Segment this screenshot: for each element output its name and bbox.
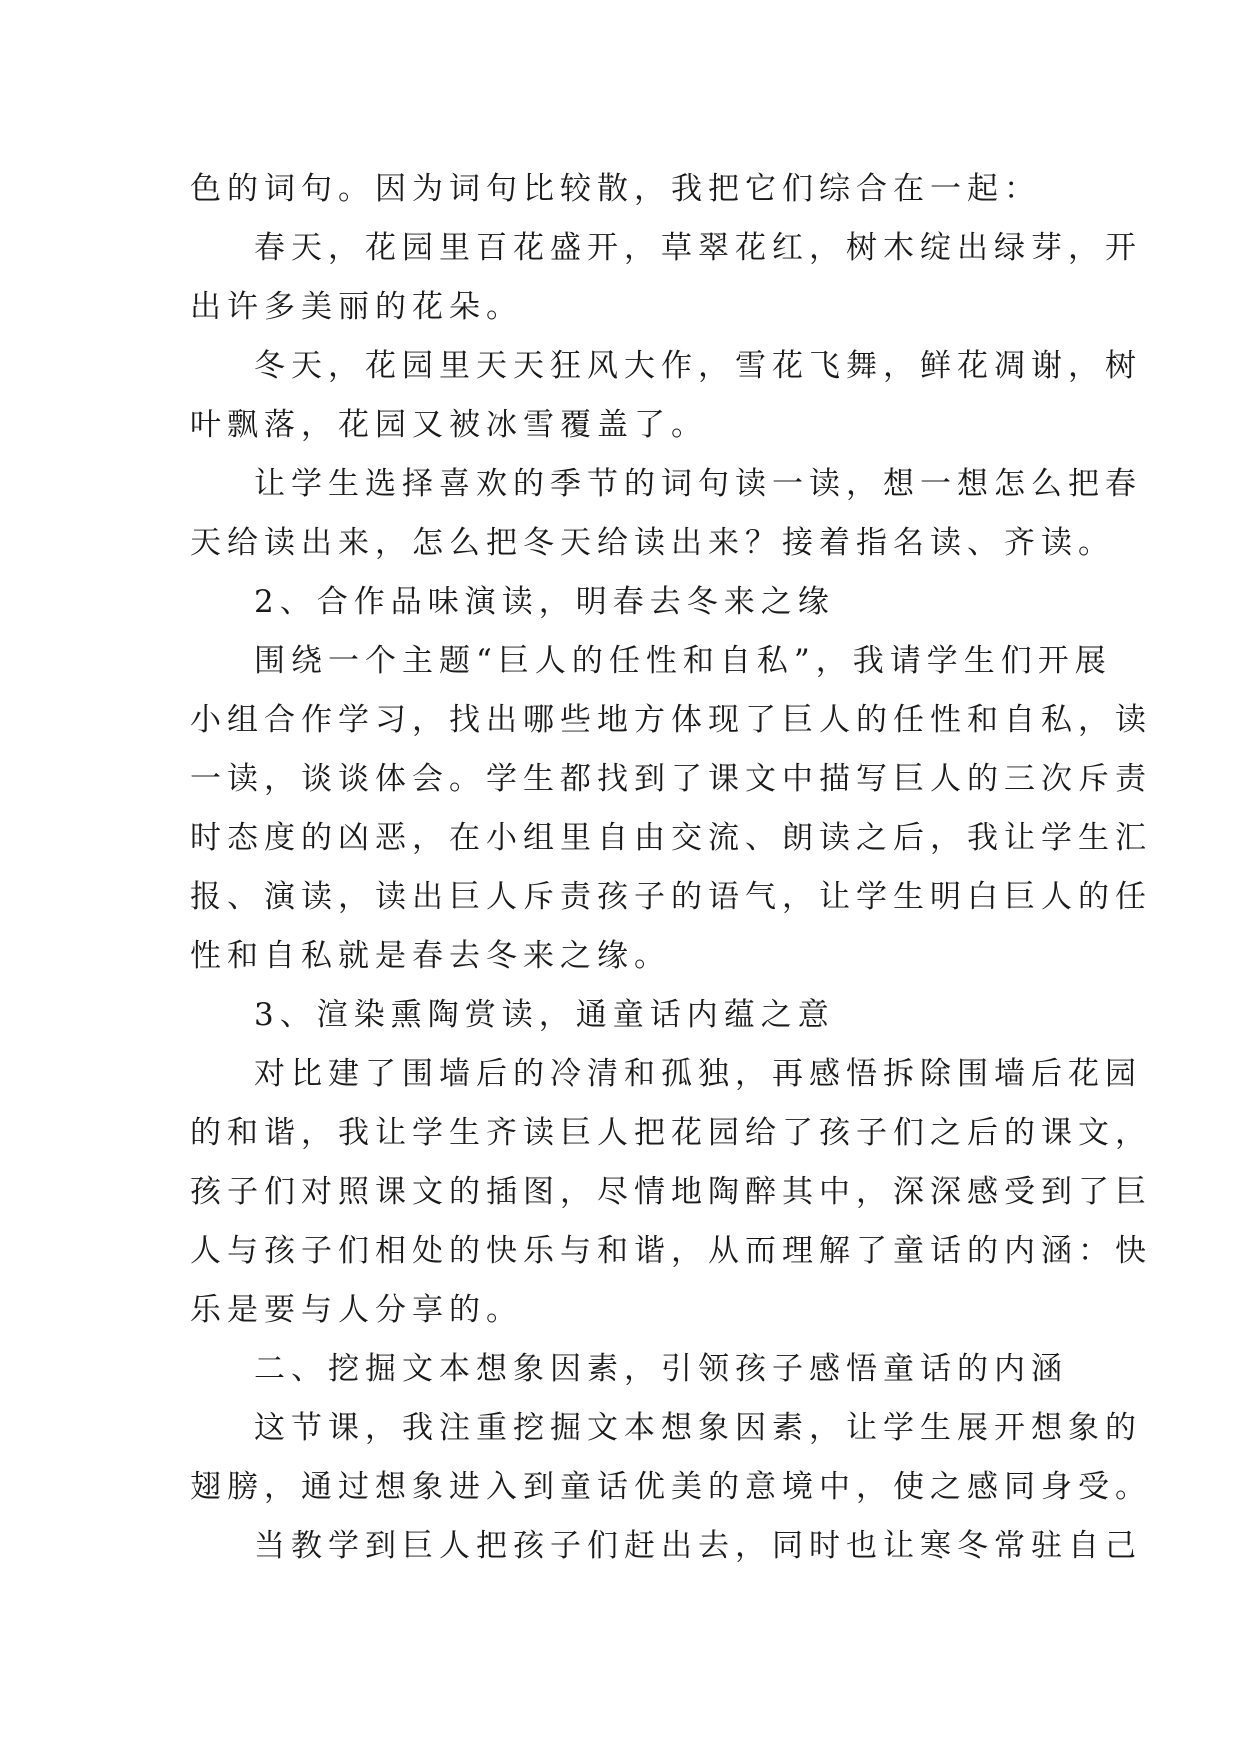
text-line: 冬天，花园里天天狂风大作，雪花飞舞，鲜花凋谢，树 — [254, 348, 1142, 384]
text-line: 报、演读，读出巨人斥责孩子的语气，让学生明白巨人的任 — [190, 879, 1152, 915]
text-line: 围绕一个主题“巨人的任性和自私”，我请学生们开展 — [254, 643, 1112, 679]
text-line: 出许多美丽的花朵。 — [190, 289, 523, 325]
text-line: 性和自私就是春去冬来之缘。 — [190, 938, 671, 974]
text-line: 的和谐，我让学生齐读巨人把花园给了孩子们之后的课文， — [190, 1115, 1152, 1151]
text-line: 翅膀，通过想象进入到童话优美的意境中，使之感同身受。 — [190, 1469, 1152, 1505]
text-line: 人与孩子们相处的快乐与和谐，从而理解了童话的内涵：快 — [190, 1233, 1152, 1269]
document-body — [190, 160, 1152, 1576]
text-line: 色的词句。因为词句比较散，我把它们综合在一起： — [190, 171, 1041, 207]
text-line: 春天，花园里百花盛开，草翠花红，树木绽出绿芽，开 — [254, 230, 1142, 266]
text-line: 孩子们对照课文的插图，尽情地陶醉其中，深深感受到了巨 — [190, 1174, 1152, 1210]
text-line: 天给读出来，怎么把冬天给读出来？接着指名读、齐读。 — [190, 525, 1115, 561]
text-line: 2、合作品味演读，明春去冬来之缘 — [254, 584, 835, 620]
text-line: 小组合作学习，找出哪些地方体现了巨人的任性和自私，读 — [190, 702, 1152, 738]
text-line: 乐是要与人分享的。 — [190, 1292, 523, 1328]
text-line: 叶飘落，花园又被冰雪覆盖了。 — [190, 407, 708, 443]
text-line: 二、挖掘文本想象因素，引领孩子感悟童话的内涵 — [254, 1351, 1068, 1387]
text-line: 让学生选择喜欢的季节的词句读一读，想一想怎么把春 — [254, 466, 1142, 502]
text-line: 对比建了围墙后的冷清和孤独，再感悟拆除围墙后花园 — [254, 1056, 1142, 1092]
text-line: 这节课，我注重挖掘文本想象因素，让学生展开想象的 — [254, 1410, 1142, 1446]
text-line: 时态度的凶恶，在小组里自由交流、朗读之后，我让学生汇 — [190, 820, 1152, 856]
text-line: 当教学到巨人把孩子们赶出去，同时也让寒冬常驻自己 — [254, 1528, 1142, 1564]
text-line: 3、渲染熏陶赏读，通童话内蕴之意 — [254, 997, 835, 1033]
text-line: 一读，谈谈体会。学生都找到了课文中描写巨人的三次斥责 — [190, 761, 1152, 797]
